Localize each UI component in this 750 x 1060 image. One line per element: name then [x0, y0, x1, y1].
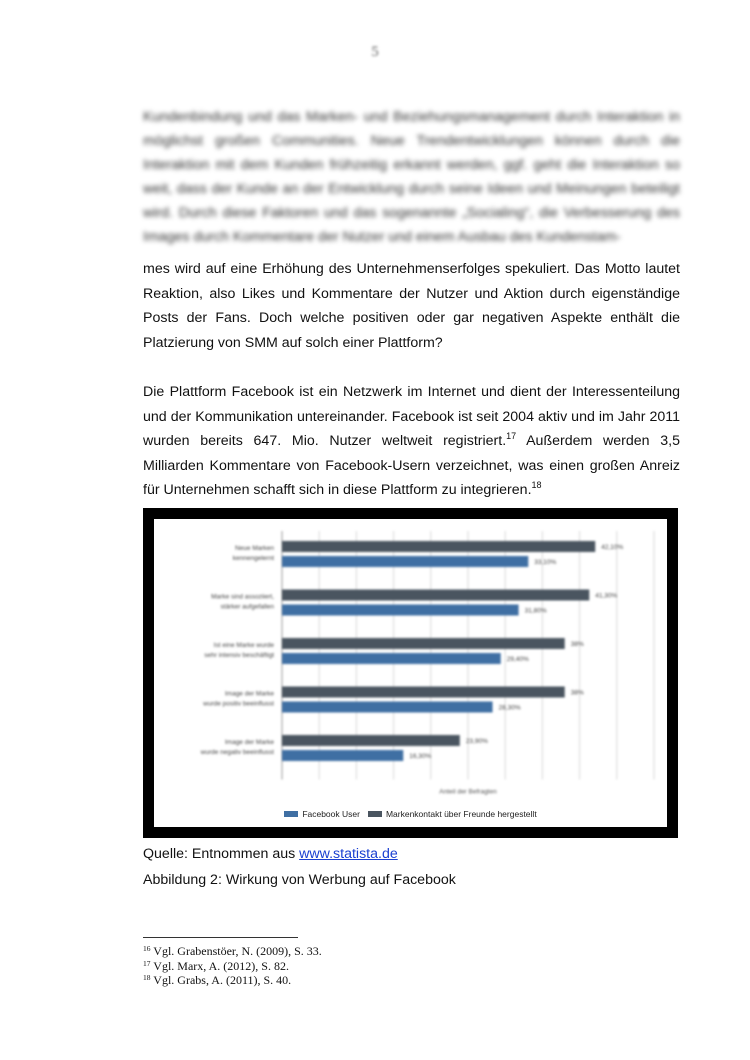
bar-facebook-user	[282, 556, 528, 567]
chart-area	[154, 519, 667, 827]
footnote-divider	[143, 937, 298, 938]
data-label: 38%	[570, 641, 584, 648]
footnote-16	[143, 944, 322, 959]
blurred-paragraph: Kundenbindung und das Marken- und Beziehungsmanagement durch Interaktion in möglichst großen Communities. Neue Trendentwicklungen können durch die Interaktion mit dem Kunden frühzeitig erkannt werden, ggf. geht die Interaktion so weit, dass der Kunde an der Entwicklung durch seine Ideen und Meinungen beteiligt wird. Durch diese Faktoren und das sogenannte „Socialing“, die Verbesserung des Images durch Kommentare der Nutzer und einem Ausbau des Kundenstam-	[143, 109, 680, 245]
category-label: wurde positiv beeinflusst	[203, 700, 274, 708]
legend-label-markenkontakt: Markenkontakt über Freunde hergestellt	[385, 809, 537, 819]
footnote-16-ref: 16	[143, 944, 151, 953]
bar-facebook-user	[282, 653, 501, 664]
footnote-17	[143, 959, 322, 974]
data-label: 38%	[570, 689, 584, 697]
legend-item-facebook-user	[284, 809, 360, 819]
data-label: 41,30%	[595, 592, 618, 600]
paragraph-2-text-a: Die Plattform Facebook ist ein Netzwerk im Internet und dient der Interessenteilung und der Kommunikation untereinander. Facebook ist seit 2004 aktiv und im Jahr 2011 wurden bereits 647. Mio. Nutzer weltweit registriert.	[143, 384, 680, 450]
data-label: 29,40%	[506, 656, 529, 663]
footnotes	[143, 944, 322, 988]
legend-swatch-markenkontakt	[368, 811, 382, 817]
x-axis-label: Anteil der Befragten	[439, 788, 497, 796]
category-label: wurde negativ beeinflusst	[200, 749, 274, 756]
footnote-17-text: Vgl. Marx, A. (2012), S. 82.	[150, 958, 289, 973]
figure-caption: Abbildung 2: Wirkung von Werbung auf Facebook	[143, 872, 456, 888]
footnote-18	[143, 973, 322, 988]
paragraph-1: mes wird auf eine Erhöhung des Unternehmenserfolges spekuliert. Das Motto lautet Reaktion, also Likes und Kommentare der Nutzer und Aktion durch eigenständige Posts der Fans. Doch welche positiven oder gar negativen Aspekte enthält die Platzierung von SMM auf solch einer Plattform?	[143, 261, 680, 351]
data-label: 42,10%	[601, 544, 624, 551]
page-number: 5	[371, 44, 379, 60]
bar-facebook-user	[282, 605, 519, 616]
chart-figure	[143, 508, 678, 838]
category-label: kennengelernt	[232, 555, 274, 562]
footnote-ref-18: 18	[531, 480, 542, 491]
source-prefix: Quelle: Entnommen aus	[143, 846, 300, 862]
bar-markenkontakt	[282, 541, 595, 552]
footnote-17-ref: 17	[143, 958, 151, 968]
figure-source	[143, 846, 398, 862]
bar-facebook-user	[282, 702, 493, 713]
data-label: 33,10%	[534, 559, 557, 566]
category-label: sehr intensiv beschäftigt	[204, 652, 274, 659]
footnote-16-text: Vgl. Grabenstöer, N. (2009), S. 33.	[150, 944, 322, 958]
bar-markenkontakt	[282, 590, 589, 601]
statista-link[interactable]: www.statista.de	[299, 846, 398, 862]
data-label: 31,80%	[524, 607, 547, 615]
chart-legend	[154, 809, 667, 819]
category-label: Neue Marken	[234, 545, 274, 552]
paragraph-2	[143, 380, 680, 503]
legend-item-markenkontakt	[368, 809, 537, 819]
data-label: 28,30%	[498, 704, 521, 712]
bar-facebook-user	[282, 750, 403, 761]
category-label: Image der Marke	[224, 739, 274, 746]
data-label: 23,90%	[465, 738, 488, 745]
bar-markenkontakt	[282, 735, 460, 746]
category-label: Image der Marke	[224, 690, 274, 698]
footnote-18-ref: 18	[143, 973, 151, 982]
footnote-ref-17: 17	[506, 431, 517, 442]
bar-chart	[154, 519, 667, 827]
category-label: stärker aufgefallen	[220, 603, 274, 611]
bar-markenkontakt	[282, 638, 565, 649]
footnote-18-text: Vgl. Grabs, A. (2011), S. 40.	[150, 973, 292, 987]
legend-swatch-facebook-user	[284, 811, 298, 817]
bar-markenkontakt	[282, 687, 565, 698]
data-label: 16,30%	[409, 753, 432, 760]
category-label: Ist eine Marke wurde	[213, 642, 274, 649]
paragraph-2-text-b: Außerdem werden 3,5 Milliarden Kommentare von Facebook-Usern verzeichnet, was einen großen Anreiz für Unternehmen schafft sich in diese Plattform zu integrieren.	[143, 433, 681, 499]
category-label: Marke sind assoziiert,	[211, 593, 274, 601]
legend-label-facebook-user: Facebook User	[302, 809, 360, 819]
